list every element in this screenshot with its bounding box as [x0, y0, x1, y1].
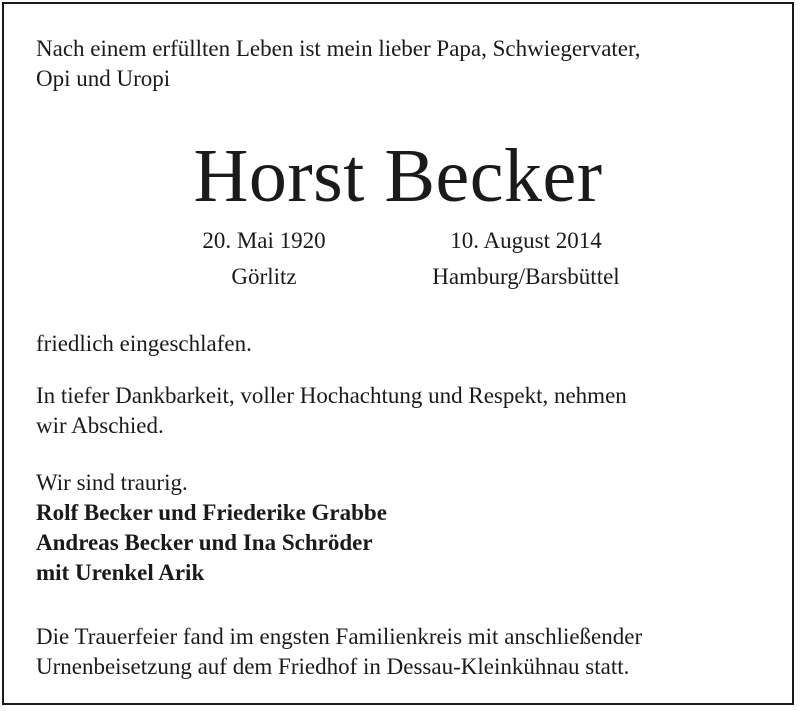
- obituary-notice: [2, 2, 794, 705]
- passing-text: [36, 329, 772, 359]
- mourner-name: mit Urenkel Arik: [36, 560, 205, 585]
- funeral-line-2: Urnenbeisetzung auf dem Friedhof in Dessau-Kleinkühnau statt.: [36, 654, 630, 679]
- death-place: Hamburg/Barsbüttel: [432, 264, 620, 289]
- funeral-line-1: Die Trauerfeier fand im engsten Familienkreis mit anschließender: [36, 624, 643, 649]
- farewell-line-1: In tiefer Dankbarkeit, voller Hochachtung und Respekt, nehmen: [36, 383, 627, 408]
- intro-line-2: Opi und Uropi: [36, 66, 171, 91]
- intro-text: [36, 34, 772, 94]
- birth-info: [134, 226, 394, 292]
- life-dates: [4, 226, 792, 296]
- death-date: 10. August 2014: [450, 228, 602, 253]
- mourner-name: Rolf Becker und Friederike Grabbe: [36, 500, 387, 525]
- intro-line-1: Nach einem erfüllten Leben ist mein lieber Papa, Schwiegervater,: [36, 36, 641, 61]
- birth-date: 20. Mai 1920: [202, 228, 326, 253]
- funeral-text: [36, 622, 772, 682]
- mourners-block: [36, 468, 772, 588]
- birth-place: Görlitz: [231, 264, 297, 289]
- mourners-intro: Wir sind traurig.: [36, 470, 188, 495]
- farewell-line-2: wir Abschied.: [36, 413, 164, 438]
- deceased-name: Horst Becker: [193, 134, 603, 218]
- farewell-text: [36, 381, 772, 441]
- death-info: [396, 226, 656, 292]
- passing-line: friedlich eingeschlafen.: [36, 331, 252, 356]
- mourner-name: Andreas Becker und Ina Schröder: [36, 530, 373, 555]
